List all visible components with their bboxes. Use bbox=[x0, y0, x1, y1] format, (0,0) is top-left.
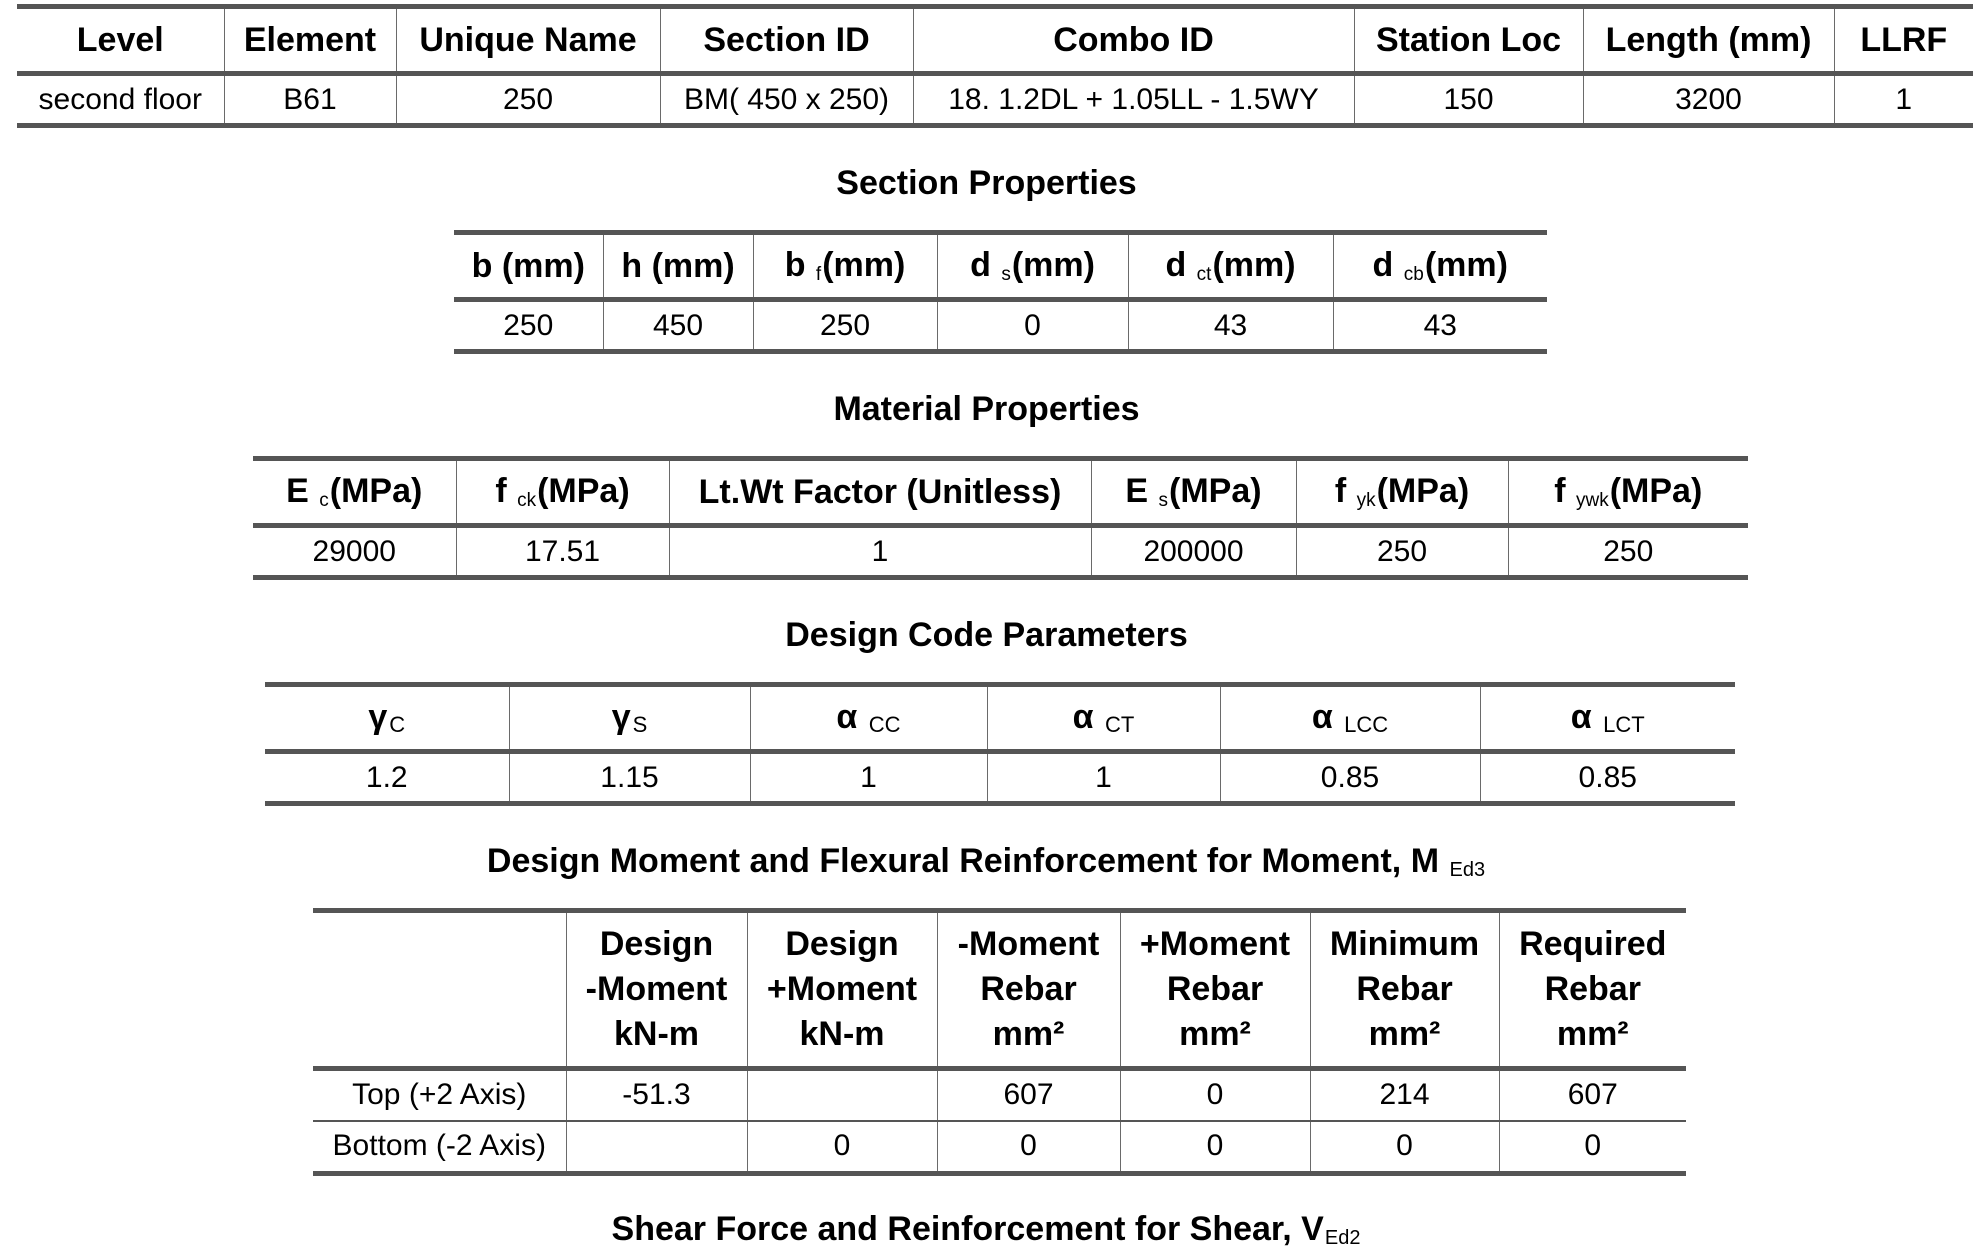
cell-neg-moment-rebar: 0 bbox=[937, 1121, 1120, 1174]
header-fywk: f $_{ywk}$(MPa) bbox=[1508, 459, 1748, 526]
header-es: E $_s$(MPa) bbox=[1091, 459, 1296, 526]
cell-design-neg-moment: -51.3 bbox=[566, 1069, 747, 1121]
shear-design-title: Shear Force and Reinforcement for Shear, $V_{Ed2}$ bbox=[611, 1210, 1361, 1249]
summary-table bbox=[17, 4, 1973, 128]
header-pos-moment-rebar: +Moment Rebar mm² bbox=[1120, 911, 1310, 1069]
cell-station-loc: 150 bbox=[1354, 74, 1583, 126]
header-element: Element bbox=[224, 7, 396, 74]
header-ds: d $_s$(mm) bbox=[937, 233, 1128, 300]
cell-pos-moment-rebar: 0 bbox=[1120, 1121, 1310, 1174]
cell-neg-moment-rebar: 607 bbox=[937, 1069, 1120, 1121]
cell-pos-moment-rebar: 0 bbox=[1120, 1069, 1310, 1121]
cell-alpha-cc: 1 bbox=[750, 752, 987, 804]
material-properties-table bbox=[253, 456, 1748, 580]
table-row bbox=[17, 74, 1973, 126]
header-dct: d $_{ct}$(mm) bbox=[1128, 233, 1333, 300]
header-section-id: Section ID bbox=[660, 7, 913, 74]
header-fyk: f $_{yk}$(MPa) bbox=[1296, 459, 1508, 526]
cell-required-rebar: 0 bbox=[1499, 1121, 1686, 1174]
table-row-top bbox=[313, 1069, 1686, 1121]
cell-gamma-s: 1.15 bbox=[509, 752, 750, 804]
cell-bf: 250 bbox=[753, 300, 937, 352]
cell-minimum-rebar: 214 bbox=[1310, 1069, 1499, 1121]
cell-fyk: 250 bbox=[1296, 526, 1508, 578]
cell-location: Bottom (-2 Axis) bbox=[313, 1121, 566, 1174]
cell-ds: 0 bbox=[937, 300, 1128, 352]
cell-lt-wt-factor: 1 bbox=[669, 526, 1091, 578]
design-code-parameters-table bbox=[265, 682, 1735, 806]
cell-fywk: 250 bbox=[1508, 526, 1748, 578]
header-level: Level bbox=[17, 7, 224, 74]
header-alpha-lct: α LCT bbox=[1480, 685, 1735, 752]
cell-llrf: 1 bbox=[1834, 74, 1973, 126]
cell-element: B61 bbox=[224, 74, 396, 126]
cell-required-rebar: 607 bbox=[1499, 1069, 1686, 1121]
design-code-parameters-title: Design Code Parameters bbox=[785, 616, 1188, 654]
header-location bbox=[313, 911, 566, 1069]
header-alpha-lcc: α LCC bbox=[1220, 685, 1480, 752]
header-h: h (mm) bbox=[603, 233, 753, 300]
header-bf: b $_f$(mm) bbox=[753, 233, 937, 300]
header-length: Length (mm) bbox=[1583, 7, 1834, 74]
cell-design-pos-moment bbox=[747, 1069, 937, 1121]
moment-design-title: Design Moment and Flexural Reinforcement for Moment, M $_{Ed3}$ bbox=[486, 842, 1486, 881]
header-unique-name: Unique Name bbox=[396, 7, 660, 74]
header-minimum-rebar: Minimum Rebar mm² bbox=[1310, 911, 1499, 1069]
header-alpha-ct: α CT bbox=[987, 685, 1220, 752]
table-row-bottom bbox=[313, 1121, 1686, 1174]
header-combo-id: Combo ID bbox=[913, 7, 1354, 74]
cell-dct: 43 bbox=[1128, 300, 1333, 352]
header-alpha-cc: α CC bbox=[750, 685, 987, 752]
cell-combo-id: 18. 1.2DL + 1.05LL - 1.5WY bbox=[913, 74, 1354, 126]
header-llrf: LLRF bbox=[1834, 7, 1973, 74]
table-row bbox=[265, 752, 1735, 804]
cell-dcb: 43 bbox=[1333, 300, 1547, 352]
header-lt-wt-factor: Lt.Wt Factor (Unitless) bbox=[669, 459, 1091, 526]
cell-design-neg-moment bbox=[566, 1121, 747, 1174]
header-station-loc: Station Loc bbox=[1354, 7, 1583, 74]
cell-alpha-lcc: 0.85 bbox=[1220, 752, 1480, 804]
header-gamma-s: γS bbox=[509, 685, 750, 752]
cell-unique-name: 250 bbox=[396, 74, 660, 126]
section-properties-title: Section Properties bbox=[836, 164, 1137, 202]
header-dcb: d $_{cb}$(mm) bbox=[1333, 233, 1547, 300]
header-required-rebar: Required Rebar mm² bbox=[1499, 911, 1686, 1069]
header-ec: E $_c$(MPa) bbox=[253, 459, 456, 526]
cell-fck: 17.51 bbox=[456, 526, 669, 578]
header-gamma-c: γC bbox=[265, 685, 509, 752]
table-row bbox=[454, 300, 1547, 352]
cell-b: 250 bbox=[454, 300, 603, 352]
material-properties-title: Material Properties bbox=[833, 390, 1140, 428]
header-b: b (mm) bbox=[454, 233, 603, 300]
cell-es: 200000 bbox=[1091, 526, 1296, 578]
cell-design-pos-moment: 0 bbox=[747, 1121, 937, 1174]
header-neg-moment-rebar: -Moment Rebar mm² bbox=[937, 911, 1120, 1069]
header-design-neg-moment: Design -Moment kN-m bbox=[566, 911, 747, 1069]
cell-level: second floor bbox=[17, 74, 224, 126]
cell-alpha-ct: 1 bbox=[987, 752, 1220, 804]
cell-length: 3200 bbox=[1583, 74, 1834, 126]
cell-minimum-rebar: 0 bbox=[1310, 1121, 1499, 1174]
cell-h: 450 bbox=[603, 300, 753, 352]
cell-alpha-lct: 0.85 bbox=[1480, 752, 1735, 804]
header-fck: f $_{ck}$(MPa) bbox=[456, 459, 669, 526]
cell-location: Top (+2 Axis) bbox=[313, 1069, 566, 1121]
table-row bbox=[253, 526, 1748, 578]
cell-gamma-c: 1.2 bbox=[265, 752, 509, 804]
moment-design-table bbox=[313, 908, 1686, 1176]
header-design-pos-moment: Design +Moment kN-m bbox=[747, 911, 937, 1069]
cell-ec: 29000 bbox=[253, 526, 456, 578]
cell-section-id: BM( 450 x 250) bbox=[660, 74, 913, 126]
section-properties-table bbox=[454, 230, 1547, 354]
